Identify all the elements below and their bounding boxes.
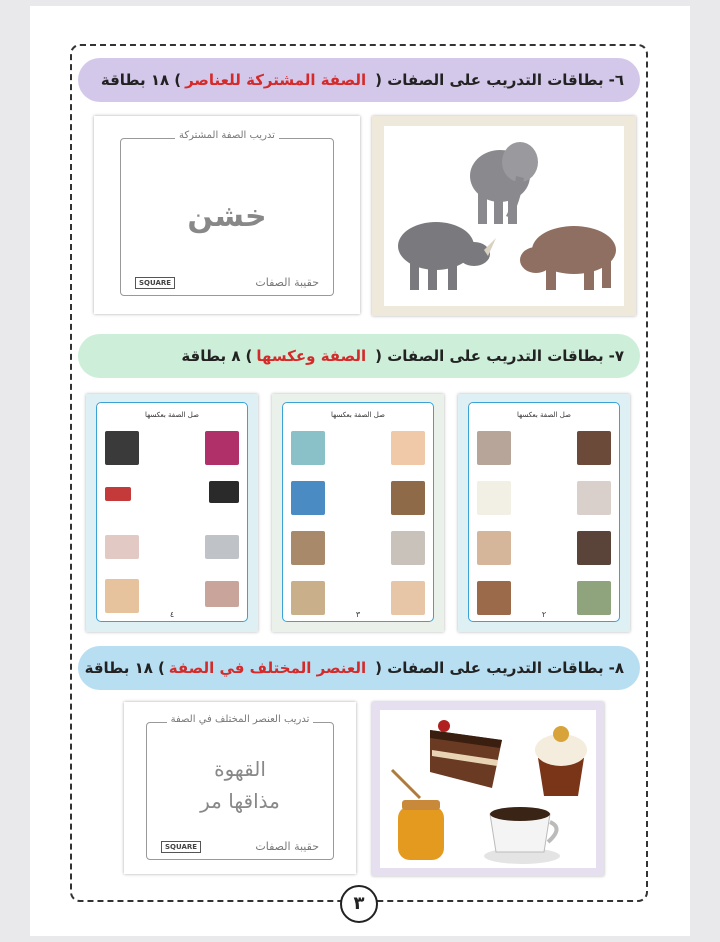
photo-thumb <box>105 535 139 559</box>
photo-thumb <box>105 487 131 501</box>
card-footer: حقيبة الصفات <box>255 276 319 289</box>
opposites-worksheet-4 <box>86 394 258 632</box>
photo-thumb <box>577 531 611 565</box>
section-highlight: الصفة وعكسها <box>256 347 367 365</box>
card-footer: حقيبة الصفات <box>255 840 319 853</box>
animals-photo <box>372 116 636 316</box>
card-frame <box>120 130 334 296</box>
photo-thumb <box>577 431 611 465</box>
card-title: تدريب العنصر المختلف في الصفة <box>147 714 333 725</box>
section-count: ٨ بطاقة <box>181 347 241 365</box>
brand-logo: SQUARE <box>161 841 201 853</box>
worksheet-number: ٣ <box>355 610 361 619</box>
photo-thumb <box>105 579 139 613</box>
common-attribute-card <box>94 116 360 314</box>
card-word-2: مذاقها مر <box>200 789 280 813</box>
worksheet-frame <box>282 402 434 622</box>
section-8-banner <box>78 646 640 690</box>
animals-illustration <box>384 126 624 306</box>
coffee-cup-icon <box>484 807 560 864</box>
cake-slice-icon <box>430 720 502 788</box>
worksheet-number: ٤ <box>169 610 175 619</box>
worksheet-frame <box>468 402 620 622</box>
photo-frame <box>380 710 596 868</box>
photo-thumb <box>205 535 239 559</box>
section-count: ١٨ بطاقة <box>84 659 153 677</box>
elephant-icon <box>470 142 538 224</box>
section-highlight: العنصر المختلف في الصفة <box>168 659 367 677</box>
food-illustration <box>380 710 596 868</box>
food-photo <box>372 702 604 876</box>
section-number: ٧- <box>608 347 624 365</box>
cupcake-icon <box>535 726 587 796</box>
card-title: تدريب الصفة المشتركة <box>121 130 333 141</box>
section-close: ) <box>174 71 182 89</box>
honey-jar-icon <box>392 770 444 860</box>
section-close: ) <box>245 347 253 365</box>
photo-thumb <box>205 431 239 465</box>
rhino-icon <box>398 222 496 290</box>
section-text: بطاقات التدريب على الصفات ( <box>375 71 604 89</box>
photo-thumb <box>477 481 511 515</box>
opposites-worksheet-2 <box>458 394 630 632</box>
section-number: ٨- <box>608 659 624 677</box>
brand-logo: SQUARE <box>135 277 175 289</box>
page-number: ٣ <box>340 885 378 923</box>
section-count: ١٨ بطاقة <box>100 71 170 89</box>
photo-thumb <box>477 531 511 565</box>
photo-thumb <box>391 431 425 465</box>
photo-thumb <box>291 431 325 465</box>
section-number: ٦- <box>608 71 624 89</box>
photo-thumb <box>209 481 239 503</box>
photo-frame <box>384 126 624 306</box>
photo-thumb <box>577 481 611 515</box>
photo-thumb <box>291 481 325 515</box>
card-word: خشن <box>187 199 267 234</box>
photo-thumb <box>391 481 425 515</box>
photo-thumb <box>291 531 325 565</box>
section-6-banner <box>78 58 640 102</box>
photo-thumb <box>105 431 139 465</box>
worksheet-title: صل الصفة بعكسها <box>145 411 199 419</box>
section-text: بطاقات التدريب على الصفات ( <box>375 659 604 677</box>
card-frame <box>146 714 334 860</box>
photo-thumb <box>391 531 425 565</box>
opposites-worksheet-3 <box>272 394 444 632</box>
odd-one-out-card <box>124 702 356 874</box>
section-7-banner <box>78 334 640 378</box>
section-text: بطاقات التدريب على الصفات ( <box>375 347 604 365</box>
card-word-1: القهوة <box>214 757 266 781</box>
worksheet-title: صل الصفة بعكسها <box>331 411 385 419</box>
hippo-icon <box>520 226 616 290</box>
worksheet-title: صل الصفة بعكسها <box>517 411 571 419</box>
worksheet-number: ٢ <box>541 610 547 619</box>
worksheet-frame <box>96 402 248 622</box>
photo-thumb <box>205 581 239 607</box>
section-highlight: الصفة المشتركة للعناصر <box>185 71 367 89</box>
photo-thumb <box>477 431 511 465</box>
section-close: ) <box>157 659 165 677</box>
